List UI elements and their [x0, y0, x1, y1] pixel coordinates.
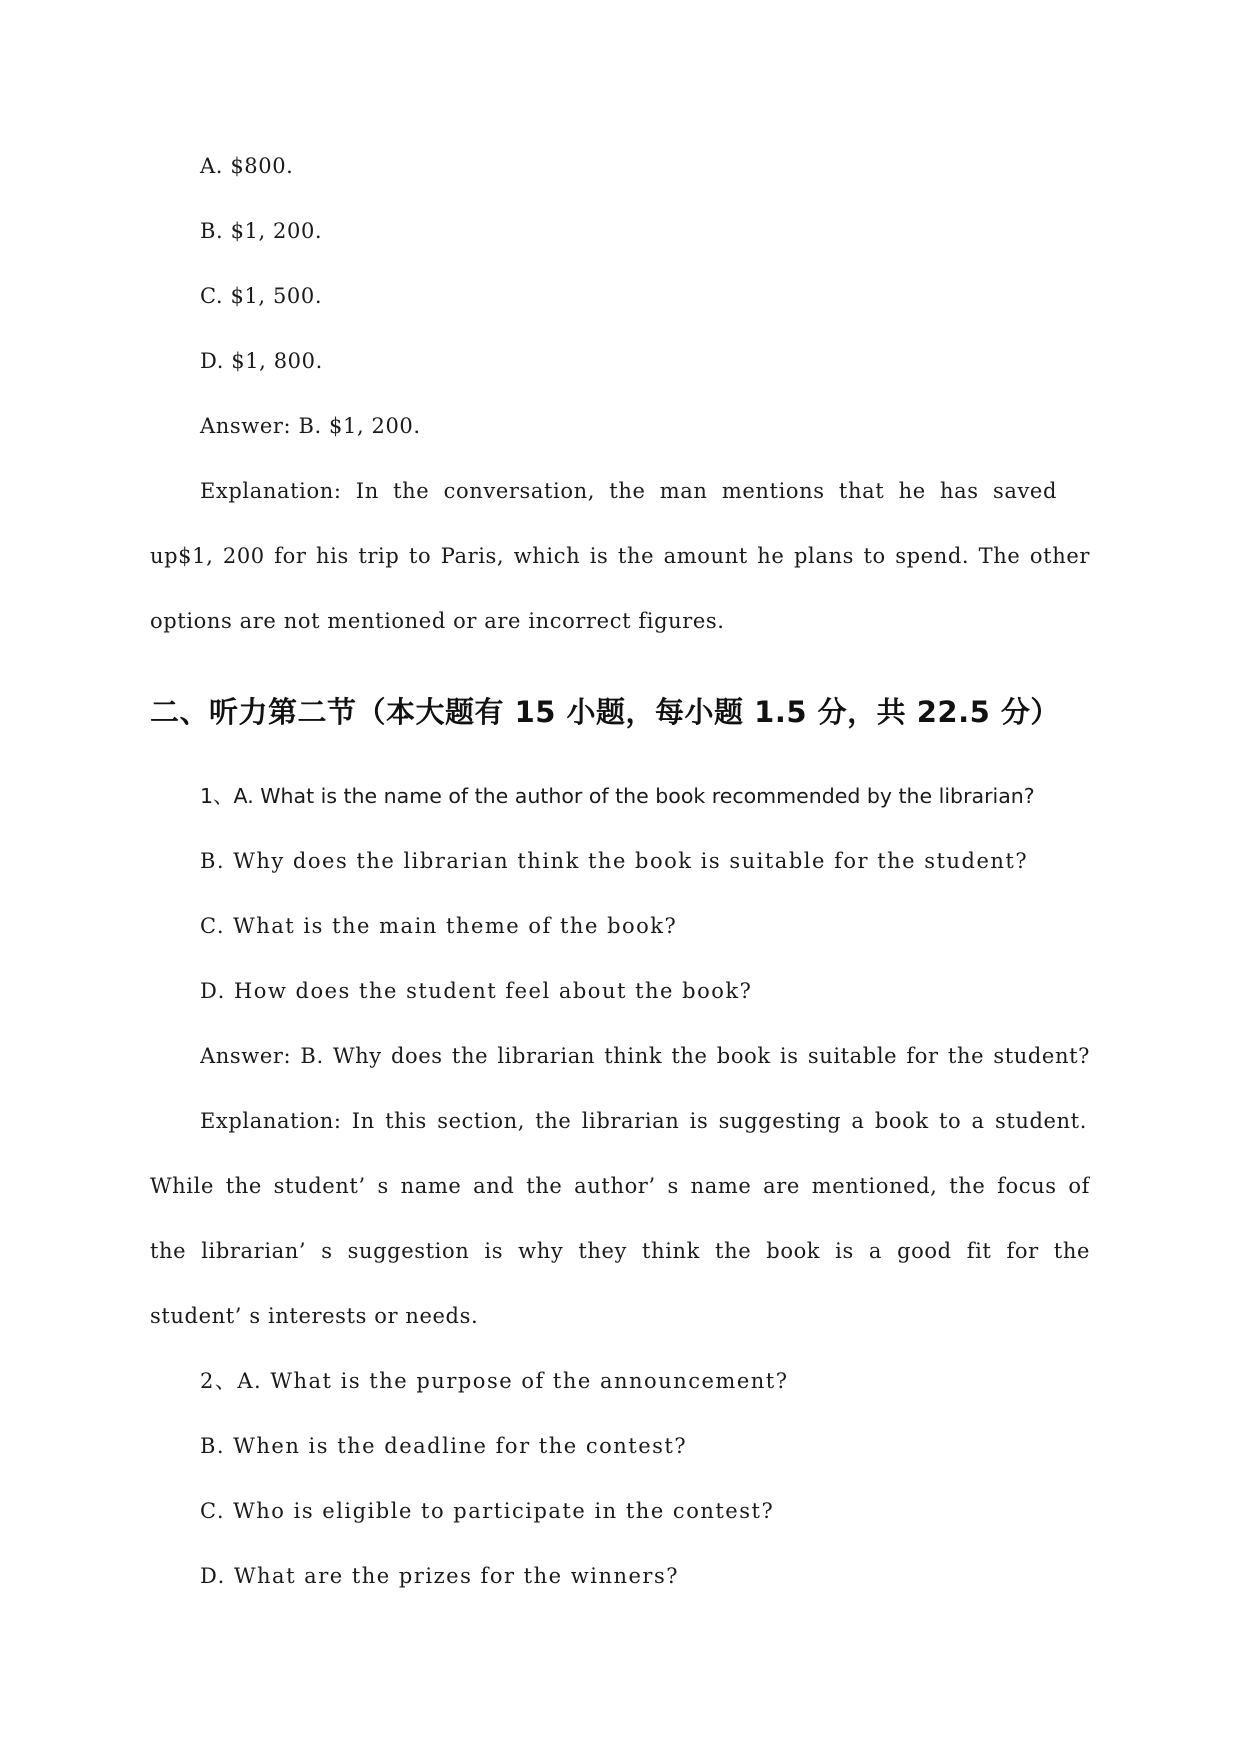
option-d: D. $1, 800. — [200, 349, 323, 373]
question-1-option-b: B. Why does the librarian think the book is suitable for the student? — [200, 849, 1029, 873]
question-2-option-b: B. When is the deadline for the contest? — [200, 1434, 688, 1458]
question-1-option-a: 1、A. What is the name of the author of the book recommended by the librarian? — [200, 784, 1035, 808]
question-1-explanation-line: While the student’ s name and the author’ s name are mentioned, the focus of — [150, 1174, 1090, 1198]
option-c: C. $1, 500. — [200, 284, 323, 308]
section-heading: 二、听力第二节（本大题有 15 小题，每小题 1.5 分，共 22.5 分） — [150, 695, 1060, 729]
explanation-line: up$1, 200 for his trip to Paris, which is the amount he plans to spend. The other — [150, 544, 1090, 568]
answer-line: Answer: B. $1, 200. — [200, 414, 421, 438]
question-1-option-d: D. How does the student feel about the book? — [200, 979, 753, 1003]
question-1-option-c: C. What is the main theme of the book? — [200, 914, 678, 938]
explanation-line: Explanation: In the conversation, the man mentions that he has saved — [200, 479, 1057, 503]
option-b: B. $1, 200. — [200, 219, 323, 243]
question-2-option-c: C. Who is eligible to participate in the contest? — [200, 1499, 775, 1523]
question-1-explanation-line: Explanation: In this section, the librarian is suggesting a book to a student. — [200, 1109, 1087, 1133]
question-2-option-d: D. What are the prizes for the winners? — [200, 1564, 679, 1588]
question-1-explanation-line: the librarian’ s suggestion is why they think the book is a good fit for the — [150, 1239, 1090, 1263]
question-1-answer: Answer: B. Why does the librarian think the book is suitable for the student? — [200, 1044, 1090, 1068]
option-a: A. $800. — [200, 154, 294, 178]
question-2-option-a: 2、A. What is the purpose of the announcement? — [200, 1369, 789, 1393]
explanation-line: options are not mentioned or are incorrect figures. — [150, 609, 725, 633]
question-1-explanation-line: student’ s interests or needs. — [150, 1304, 479, 1328]
